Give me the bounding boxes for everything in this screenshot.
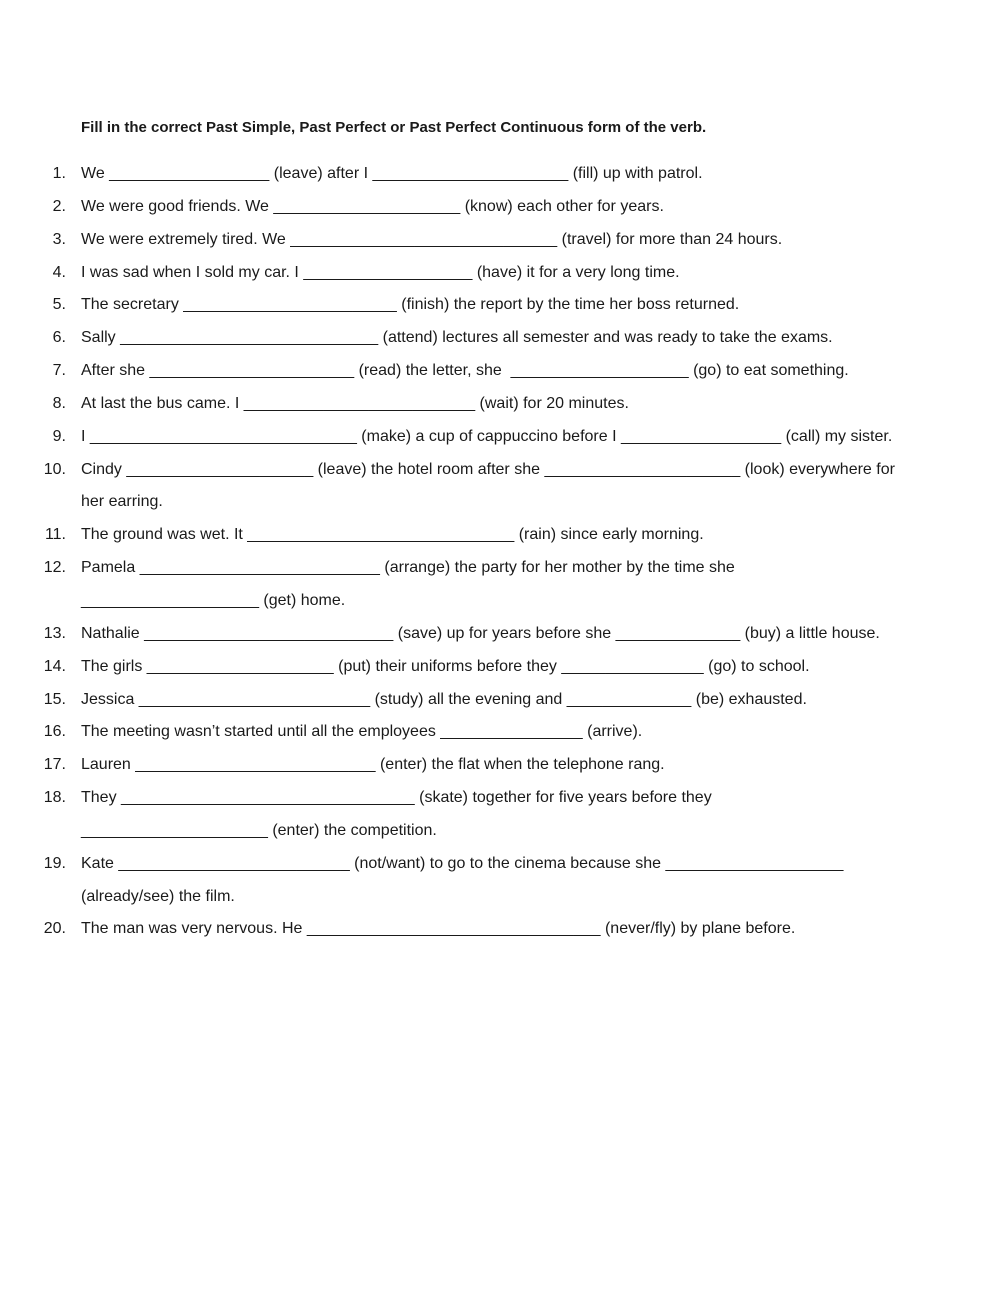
- list-item-continuation: [0, 590, 1000, 623]
- item-number: 10.: [43, 460, 66, 478]
- list-item: [0, 623, 1000, 656]
- item-text: Sally _____________________________ (attend) lectures all semester and was ready to take the exams.: [81, 329, 833, 347]
- instruction-heading: Fill in the correct Past Simple, Past Perfect or Past Perfect Continuous form of the verb.: [81, 119, 707, 136]
- exercise-list: [0, 163, 1000, 951]
- item-text: her earring.: [81, 493, 163, 511]
- list-item: [0, 721, 1000, 754]
- item-text: The girls _____________________ (put) their uniforms before they ________________ (go) to school.: [81, 657, 810, 675]
- item-number: 17.: [43, 756, 66, 774]
- item-number: 19.: [43, 854, 66, 872]
- item-number: 3.: [52, 230, 66, 248]
- item-number: 9.: [52, 427, 66, 445]
- list-item: [0, 360, 1000, 393]
- list-item: [0, 196, 1000, 229]
- list-item: [0, 524, 1000, 557]
- item-text: After she _______________________ (read) the letter, she ____________________ (go) to eat something.: [81, 362, 849, 380]
- list-item: [0, 327, 1000, 360]
- list-item: [0, 754, 1000, 787]
- item-text: We __________________ (leave) after I ______________________ (fill) up with patrol.: [81, 165, 703, 182]
- list-item-continuation: [0, 820, 1000, 853]
- list-item: [0, 853, 1000, 886]
- item-number: 16.: [43, 723, 66, 741]
- list-item: [0, 262, 1000, 295]
- list-item: [0, 787, 1000, 820]
- item-text: The secretary ________________________ (finish) the report by the time her boss returned.: [81, 296, 740, 314]
- item-text: _____________________ (enter) the competition.: [81, 821, 437, 839]
- item-text: Kate __________________________ (not/want) to go to the cinema because she ____________________: [81, 854, 844, 872]
- item-text: Jessica __________________________ (study) all the evening and ______________ (be) exhausted.: [81, 690, 807, 708]
- item-text: The meeting wasn’t started until all the employees ________________ (arrive).: [81, 723, 643, 741]
- list-item: [0, 393, 1000, 426]
- list-item: [0, 689, 1000, 722]
- list-item: [0, 229, 1000, 262]
- item-text: We were extremely tired. We ______________________________ (travel) for more than 24 hours.: [81, 230, 783, 248]
- item-text: They _________________________________ (skate) together for five years before they: [81, 789, 712, 807]
- item-text: Nathalie ____________________________ (save) up for years before she ______________ (buy) a little house.: [81, 624, 880, 642]
- list-item: [0, 557, 1000, 590]
- item-number: 6.: [52, 329, 66, 347]
- item-number: 12.: [43, 559, 66, 577]
- item-text: Lauren ___________________________ (enter) the flat when the telephone rang.: [81, 756, 665, 774]
- item-text: We were good friends. We _____________________ (know) each other for years.: [81, 197, 664, 215]
- list-item: [0, 918, 1000, 951]
- list-item-continuation: [0, 886, 1000, 919]
- item-text: (already/see) the film.: [81, 887, 235, 905]
- item-number: 18.: [43, 789, 66, 807]
- item-number: 1.: [52, 165, 66, 182]
- item-number: 13.: [43, 624, 66, 642]
- item-number: 4.: [52, 263, 66, 281]
- item-number: 20.: [43, 920, 66, 938]
- item-text: The man was very nervous. He _________________________________ (never/fly) by plane before.: [81, 920, 796, 938]
- item-text: At last the bus came. I __________________________ (wait) for 20 minutes.: [81, 394, 629, 412]
- list-item: [0, 294, 1000, 327]
- list-item: [0, 656, 1000, 689]
- item-number: 7.: [52, 362, 66, 380]
- item-text: Pamela ___________________________ (arrange) the party for her mother by the time she: [81, 559, 735, 577]
- list-item: [0, 163, 1000, 196]
- item-number: 14.: [43, 657, 66, 675]
- item-number: 11.: [44, 526, 66, 544]
- item-text: The ground was wet. It ______________________________ (rain) since early morning.: [81, 526, 704, 544]
- item-text: I ______________________________ (make) a cup of cappuccino before I __________________ (call) my sister.: [81, 427, 893, 445]
- item-text: Cindy _____________________ (leave) the hotel room after she ______________________ (look) everywhere for: [81, 460, 895, 478]
- item-number: 15.: [43, 690, 66, 708]
- item-number: 2.: [52, 197, 66, 215]
- item-text: ____________________ (get) home.: [81, 591, 346, 609]
- list-item-continuation: [0, 491, 1000, 524]
- item-number: 5.: [52, 296, 66, 314]
- list-item: [0, 459, 1000, 492]
- item-text: I was sad when I sold my car. I ___________________ (have) it for a very long time.: [81, 263, 680, 281]
- item-number: 8.: [52, 394, 66, 412]
- list-item: [0, 426, 1000, 459]
